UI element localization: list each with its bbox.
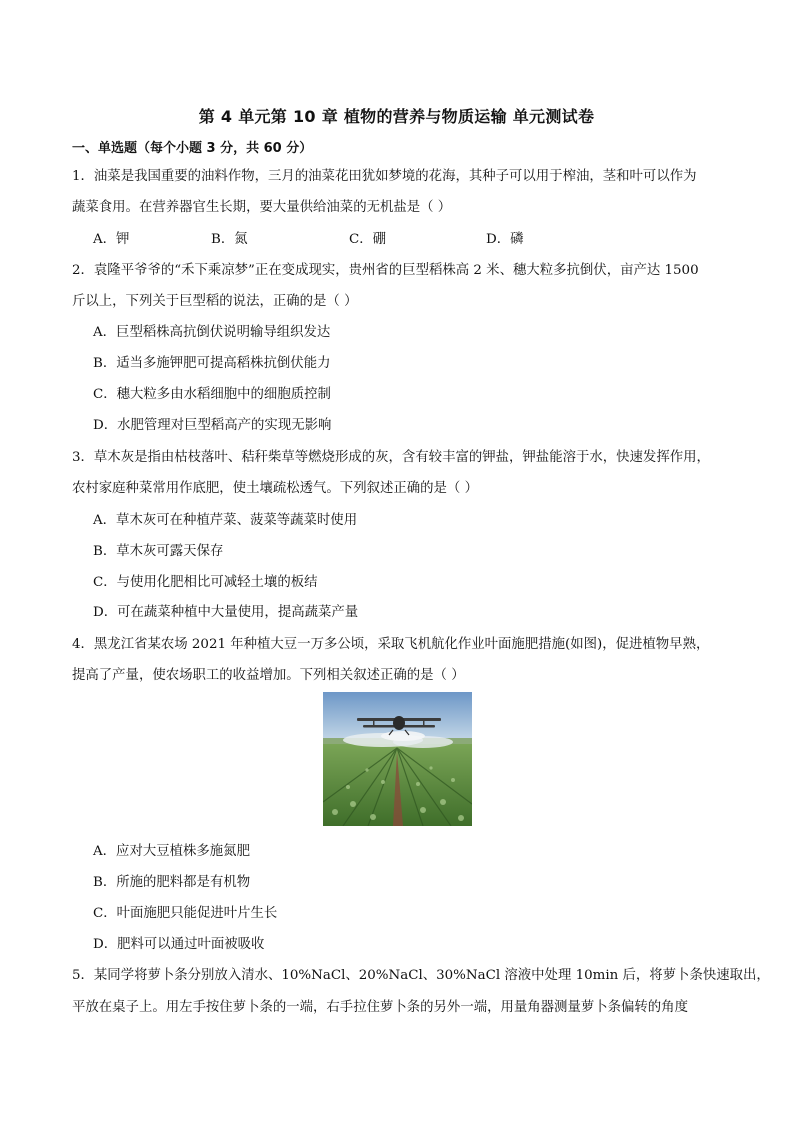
question-1-option-b: B．氮	[211, 232, 248, 247]
question-5-line-1: 5．某同学将萝卜条分别放入清水、10%NaCl、20%NaCl、30%NaCl 溶液中处理 10min 后，将萝卜条快速取出，	[72, 968, 770, 983]
question-4-line-1: 4．黑龙江省某农场 2021 年种植大豆一万多公顷，采取飞机航化作业叶面施肥措施(如图)，促进植物早熟，	[72, 637, 710, 652]
question-3-option-a: A．草木灰可在种植芹菜、菠菜等蔬菜时使用	[93, 513, 358, 528]
airplane-spraying-field-image	[323, 692, 472, 826]
question-1-option-c: C．硼	[349, 232, 387, 247]
page-title: 第 4 单元第 10 章 植物的营养与物质运输 单元测试卷	[198, 107, 595, 126]
question-3-line-1: 3．草木灰是指由枯枝落叶、秸秆柴草等燃烧形成的灰，含有较丰富的钾盐，钾盐能溶于水，快速发挥作用，	[72, 450, 710, 465]
question-1-option-d: D．磷	[486, 232, 524, 247]
question-1-option-a: A．钾	[93, 232, 130, 247]
question-2-line-2: 斤以上，下列关于巨型稻的说法，正确的是（ ）	[72, 294, 358, 309]
question-2-line-1: 2．袁隆平爷爷的“禾下乘凉梦”正在变成现实，贵州省的巨型稻株高 2 米、穗大粒多抗倒伏，亩产达 1500	[72, 263, 699, 278]
question-3-line-2: 农村家庭种菜常用作底肥，使土壤疏松透气。下列叙述正确的是（ ）	[72, 481, 478, 496]
crop-dusting-photo	[323, 692, 472, 826]
question-3-option-d: D．可在蔬菜种植中大量使用，提高蔬菜产量	[93, 605, 359, 620]
question-4-option-b: B．所施的肥料都是有机物	[93, 875, 251, 890]
question-4-option-a: A．应对大豆植株多施氮肥	[93, 844, 250, 859]
section-heading: 一、单选题（每个小题 3 分，共 60 分）	[72, 141, 313, 156]
question-4-option-d: D．肥料可以通过叶面被吸收	[93, 937, 265, 952]
question-5-line-2: 平放在桌子上。用左手按住萝卜条的一端，右手拉住萝卜条的另外一端，用量角器测量萝卜条偏转的角度	[72, 1000, 688, 1015]
question-3-option-c: C．与使用化肥相比可减轻土壤的板结	[93, 575, 318, 590]
question-3-option-b: B．草木灰可露天保存	[93, 544, 224, 559]
question-2-option-b: B．适当多施钾肥可提高稻株抗倒伏能力	[93, 356, 331, 371]
question-2-option-a: A．巨型稻株高抗倒伏说明输导组织发达	[93, 325, 331, 340]
question-1-line-1: 1．油菜是我国重要的油料作物，三月的油菜花田犹如梦境的花海，其种子可以用于榨油，茎和叶可以作为	[72, 169, 697, 184]
question-2-option-d: D．水肥管理对巨型稻高产的实现无影响	[93, 418, 332, 433]
question-4-option-c: C．叶面施肥只能促进叶片生长	[93, 906, 278, 921]
question-1-line-2: 蔬菜食用。在营养器官生长期，要大量供给油菜的无机盐是（ ）	[72, 200, 452, 215]
question-4-line-2: 提高了产量，使农场职工的收益增加。下列相关叙述正确的是（ ）	[72, 668, 465, 683]
question-2-option-c: C．穗大粒多由水稻细胞中的细胞质控制	[93, 387, 331, 402]
